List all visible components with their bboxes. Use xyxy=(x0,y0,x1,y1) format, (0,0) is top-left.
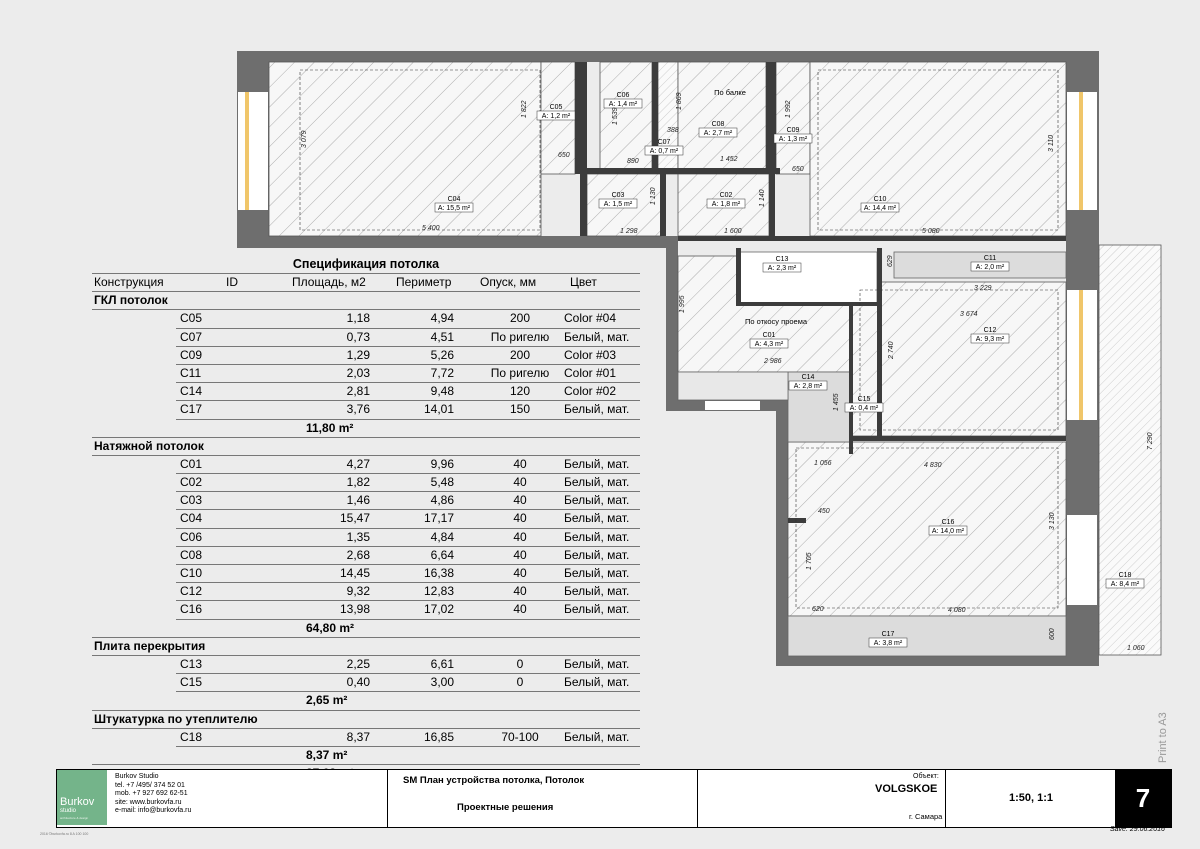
header-perimeter: Периметр xyxy=(396,275,452,289)
dimension-label: 1 140 xyxy=(759,189,766,207)
cell-area: 13,98 xyxy=(339,602,370,617)
cell-color: Белый, мат. xyxy=(564,511,630,526)
room-area: A: 15,5 m² xyxy=(437,205,471,212)
dimension-label: 3 110 xyxy=(1048,135,1055,152)
cell-area: 1,29 xyxy=(346,347,370,362)
cell-area: 8,37 xyxy=(346,729,370,744)
cell-drop: По ригелю xyxy=(490,329,550,344)
spec-row xyxy=(176,510,640,528)
cell-color: Белый, мат. xyxy=(564,402,630,417)
cell-perimeter: 6,61 xyxy=(430,656,454,671)
cell-id: С08 xyxy=(180,547,203,562)
room-area: A: 3,8 m² xyxy=(873,640,903,647)
room-id: С15 xyxy=(857,396,871,403)
spec-row xyxy=(176,583,640,601)
dimension-label: 3 130 xyxy=(1049,512,1056,530)
group-name: Натяжной потолок xyxy=(94,438,204,453)
dimension-label: 1 822 xyxy=(521,100,528,118)
cell-drop: 120 xyxy=(509,384,531,399)
cell-area: 2,68 xyxy=(346,547,370,562)
room-id: С16 xyxy=(941,519,955,526)
room-area: A: 2,0 m² xyxy=(975,264,1005,271)
dimension-label: 1 995 xyxy=(679,295,686,313)
cell-drop: 0 xyxy=(516,675,524,690)
cell-color: Color #04 xyxy=(564,311,617,326)
cell-color: Белый, мат. xyxy=(564,547,630,562)
dimension-label: 650 xyxy=(792,166,804,173)
cell-perimeter: 6,64 xyxy=(430,547,454,562)
dimension-label: 3 079 xyxy=(301,130,308,148)
cell-id: С07 xyxy=(180,329,203,344)
object-name: VOLGSKOE xyxy=(875,783,938,795)
object-city: г. Самара xyxy=(909,812,943,821)
room-area: A: 1,3 m² xyxy=(778,136,808,143)
room-area: A: 1,4 m² xyxy=(608,101,638,108)
room-id: С02 xyxy=(719,192,733,199)
cell-area: 4,27 xyxy=(346,456,370,471)
cell-perimeter: 5,48 xyxy=(430,475,454,490)
dimension-label: 1 060 xyxy=(1127,645,1145,652)
dimension-label: 388 xyxy=(667,127,679,134)
dimension-label: 650 xyxy=(558,152,570,159)
cell-id: С11 xyxy=(180,365,202,380)
dimension-label: 7 290 xyxy=(1147,432,1154,450)
cell-perimeter: 4,84 xyxy=(430,529,454,544)
room-area: A: 1,5 m² xyxy=(603,201,633,208)
cell-area: 0,40 xyxy=(346,675,370,690)
spec-group-total xyxy=(92,620,640,638)
dimension-label: 890 xyxy=(627,158,639,165)
spec-row xyxy=(176,329,640,347)
sheet-title: SM План устройства потолка, Потолок xyxy=(403,775,585,786)
dimension-label: 3 674 xyxy=(960,311,978,318)
group-total: 11,80 m² xyxy=(306,420,354,435)
room-area: A: 4,3 m² xyxy=(754,341,784,348)
spec-group-heading xyxy=(92,292,640,310)
cell-color: Белый, мат. xyxy=(564,329,630,344)
room-id: С14 xyxy=(801,374,815,381)
room-id: С06 xyxy=(616,92,630,99)
spec-row xyxy=(176,492,640,510)
cell-color: Color #02 xyxy=(564,384,617,399)
spec-row xyxy=(176,456,640,474)
cell-perimeter: 12,83 xyxy=(423,584,454,599)
cell-id: С02 xyxy=(180,475,203,490)
room-area: A: 2,8 m² xyxy=(793,383,823,390)
cell-area: 2,03 xyxy=(346,365,370,380)
spec-row xyxy=(176,365,640,383)
dimension-label: 4 830 xyxy=(924,462,942,469)
dimension-label: 5 400 xyxy=(422,225,440,232)
spec-row xyxy=(176,674,640,692)
room-id: С08 xyxy=(711,121,725,128)
cell-color: Белый, мат. xyxy=(564,656,630,671)
cell-area: 3,76 xyxy=(346,402,370,417)
spec-group-heading xyxy=(92,638,640,656)
cell-id: С13 xyxy=(180,656,203,671)
studio-mob: mob. +7 927 692 62-51 xyxy=(115,790,188,798)
cell-color: Белый, мат. xyxy=(564,475,630,490)
spec-row xyxy=(176,729,640,747)
cell-id: С10 xyxy=(180,566,203,580)
room-area: A: 2,7 m² xyxy=(703,130,733,137)
cell-perimeter: 17,02 xyxy=(423,602,454,617)
spec-row xyxy=(176,383,640,401)
cell-area: 0,73 xyxy=(346,329,370,344)
cell-color: Белый, мат. xyxy=(564,602,630,617)
dimension-label: 1 452 xyxy=(720,156,738,163)
cell-drop: По ригелю xyxy=(490,365,550,380)
cell-area: 1,18 xyxy=(346,311,370,326)
room-area: A: 1,2 m² xyxy=(541,113,571,120)
cell-area: 1,82 xyxy=(346,475,370,490)
dimension-label: 450 xyxy=(818,508,830,515)
save-date: Save: 29.06.2016 xyxy=(1110,826,1165,833)
dimension-label: 1 298 xyxy=(620,228,638,235)
header-color: Цвет xyxy=(570,275,597,289)
room-id: С05 xyxy=(549,104,563,111)
dimension-label: 1 539 xyxy=(612,107,619,125)
room-id: С01 xyxy=(762,332,776,339)
dimension-label: 5 080 xyxy=(922,228,940,235)
dimension-label: 2 986 xyxy=(764,358,782,365)
group-name: ГКЛ потолок xyxy=(94,293,168,308)
print-to-a3-note: Print to A3 xyxy=(1157,712,1169,763)
studio-name: Burkov Studio xyxy=(115,773,159,780)
cell-perimeter: 7,72 xyxy=(430,365,454,380)
studio-contacts xyxy=(115,773,191,816)
cell-color: Белый, мат. xyxy=(564,584,630,599)
group-total: 2,65 m² xyxy=(306,693,348,708)
ceiling-spec-table xyxy=(92,256,640,783)
cell-area: 15,47 xyxy=(339,511,370,526)
object-label: Объект: xyxy=(913,773,939,780)
spec-row xyxy=(176,310,640,328)
cell-perimeter: 14,01 xyxy=(423,402,454,417)
header-drop: Опуск, мм xyxy=(480,275,537,289)
room-area: A: 2,3 m² xyxy=(767,265,797,272)
spec-group-heading xyxy=(92,711,640,729)
cell-id: С15 xyxy=(180,675,203,690)
cell-area: 1,35 xyxy=(346,529,370,544)
cell-color: Color #03 xyxy=(564,347,617,362)
cell-drop: 40 xyxy=(513,475,527,490)
cell-drop: 150 xyxy=(509,402,531,417)
header-area: Площадь, м2 xyxy=(292,275,366,289)
room-area: A: 0,7 m² xyxy=(649,148,679,155)
spec-group-total xyxy=(92,692,640,710)
cell-drop: 70-100 xyxy=(501,729,539,744)
drawing-scale: 1:50, 1:1 xyxy=(1009,792,1054,804)
spec-group-total xyxy=(92,420,640,438)
room-id: С09 xyxy=(786,127,800,134)
cell-drop: 40 xyxy=(513,584,527,599)
room-id: С12 xyxy=(983,327,997,334)
design-stage: Проектные решения xyxy=(457,802,554,813)
dimension-label: 2 740 xyxy=(888,341,895,359)
dimension-label: 1 056 xyxy=(814,460,832,467)
spec-row xyxy=(176,656,640,674)
cell-perimeter: 16,38 xyxy=(423,566,454,580)
spec-row xyxy=(176,401,640,419)
header-id: ID xyxy=(226,275,238,289)
logo-tiny: architecture & design xyxy=(60,816,89,820)
cell-area: 14,45 xyxy=(339,566,370,580)
cell-drop: 200 xyxy=(509,347,531,362)
dimension-label: 1 869 xyxy=(676,92,683,110)
cell-id: С14 xyxy=(180,384,203,399)
studio-site: site: www.burkovfa.ru xyxy=(115,798,182,806)
cell-drop: 40 xyxy=(513,529,527,544)
cell-id: С04 xyxy=(180,511,203,526)
cell-drop: 40 xyxy=(513,493,527,508)
room-area: A: 9,3 m² xyxy=(975,336,1005,343)
cell-perimeter: 9,48 xyxy=(430,384,454,399)
room-id: С11 xyxy=(983,255,997,262)
dimension-label: 1 992 xyxy=(785,100,792,118)
cell-drop: 40 xyxy=(513,602,527,617)
dimension-label: 620 xyxy=(812,606,824,613)
cell-id: С09 xyxy=(180,347,203,362)
room-id: С04 xyxy=(447,196,461,203)
dimension-label: 3 229 xyxy=(974,285,992,292)
cell-area: 2,25 xyxy=(346,656,370,671)
title-block xyxy=(56,769,1172,828)
cell-id: С12 xyxy=(180,584,203,599)
cell-perimeter: 5,26 xyxy=(430,347,454,362)
cell-perimeter: 16,85 xyxy=(423,729,454,744)
room-area: A: 14,0 m² xyxy=(931,528,965,535)
cell-perimeter: 3,00 xyxy=(430,675,454,690)
spec-group-heading xyxy=(92,438,640,456)
cell-id: С03 xyxy=(180,493,203,508)
cell-perimeter: 4,51 xyxy=(430,329,454,344)
studio-email: e-mail: info@burkovfa.ru xyxy=(115,807,192,815)
cell-drop: 40 xyxy=(513,547,527,562)
spec-header-row xyxy=(92,273,640,292)
cell-drop: 0 xyxy=(516,656,524,671)
logo-sub: studio xyxy=(60,808,77,814)
spec-row xyxy=(176,474,640,492)
note-by-beam: По балке xyxy=(714,88,746,97)
group-total: 8,37 m² xyxy=(306,747,348,762)
spec-row xyxy=(176,547,640,565)
room-id: С10 xyxy=(873,196,887,203)
cell-drop: 40 xyxy=(513,566,527,580)
studio-tel: tel. +7 /495/ 374 52 01 xyxy=(115,781,185,789)
cell-area: 2,81 xyxy=(346,384,370,399)
cell-perimeter: 4,86 xyxy=(430,493,454,508)
cell-id: С16 xyxy=(180,602,203,617)
dimension-label: 1 705 xyxy=(806,552,813,570)
dimension-label: 600 xyxy=(1049,628,1056,640)
cell-perimeter: 4,94 xyxy=(430,311,454,326)
spec-group-total xyxy=(92,747,640,765)
dimension-label: 629 xyxy=(887,255,894,267)
cell-perimeter: 9,96 xyxy=(430,456,454,471)
room-id: С17 xyxy=(881,631,895,638)
dimension-label: 4 080 xyxy=(948,607,966,614)
cell-area: 9,32 xyxy=(346,584,370,599)
group-total: 64,80 m² xyxy=(306,620,355,635)
group-name: Плита перекрытия xyxy=(94,638,206,653)
cell-drop: 200 xyxy=(509,311,531,326)
cell-color: Color #01 xyxy=(564,365,617,380)
group-name: Штукатурка по утеплителю xyxy=(94,711,258,726)
room-id: С18 xyxy=(1118,572,1132,579)
cell-drop: 40 xyxy=(513,456,527,471)
cell-id: С01 xyxy=(180,456,203,471)
cell-id: С06 xyxy=(180,529,203,544)
logo-text: Burkov xyxy=(60,796,95,808)
footer-small: 2016 ©burkovfa.ru 8 A 100 100 xyxy=(40,832,89,836)
spec-row xyxy=(176,529,640,547)
cell-color: Белый, мат. xyxy=(564,493,630,508)
header-construction: Конструкция xyxy=(94,275,164,289)
studio-logo xyxy=(57,770,107,825)
cell-drop: 40 xyxy=(513,511,527,526)
room-area: A: 8,4 m² xyxy=(1110,581,1140,588)
room-area: A: 0,4 m² xyxy=(849,405,879,412)
room-area: A: 1,8 m² xyxy=(711,201,741,208)
dimension-label: 1 600 xyxy=(724,228,742,235)
sheet-number: 7 xyxy=(1115,770,1171,827)
spec-row xyxy=(176,601,640,619)
cell-color: Белый, мат. xyxy=(564,529,630,544)
spec-row xyxy=(176,347,640,365)
room-area: A: 14,4 m² xyxy=(863,205,897,212)
room-id: С13 xyxy=(775,256,789,263)
room-id: С07 xyxy=(657,139,671,146)
cell-perimeter: 17,17 xyxy=(423,511,454,526)
spec-row xyxy=(176,565,640,583)
cell-color: Белый, мат. xyxy=(564,675,630,690)
cell-area: 1,46 xyxy=(346,493,370,508)
cell-color: Белый, мат. xyxy=(564,729,630,744)
cell-color: Белый, мат. xyxy=(564,566,630,580)
spec-title: Спецификация потолка xyxy=(292,257,440,271)
room-id: С03 xyxy=(611,192,625,199)
dimension-label: 1 130 xyxy=(650,187,657,205)
dimension-label: 1 455 xyxy=(833,393,840,411)
cell-id: С18 xyxy=(180,729,203,744)
cell-id: С05 xyxy=(180,311,203,326)
note-by-slope: По откосу проема xyxy=(744,317,808,326)
cell-color: Белый, мат. xyxy=(564,456,630,471)
cell-id: С17 xyxy=(180,402,203,417)
